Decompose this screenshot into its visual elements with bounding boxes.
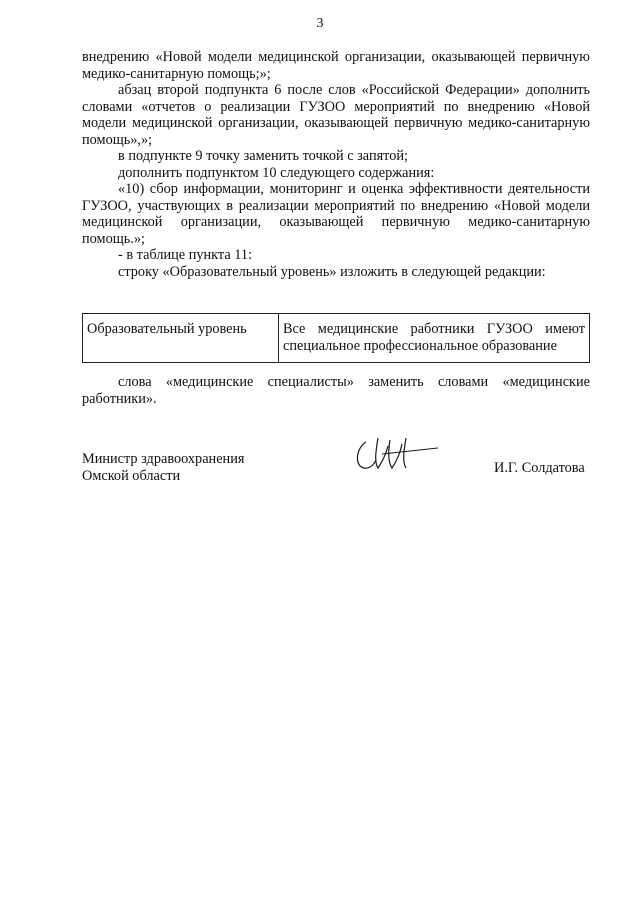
page-number: 3 — [316, 16, 324, 31]
table-cell-value: Все медицинские работники ГУЗОО имеют специальное профессиональное образование — [283, 321, 585, 354]
paragraph-6: - в таблице пункта 11: — [118, 247, 252, 263]
handwritten-signature-icon — [352, 432, 440, 476]
after-table-text — [82, 374, 590, 407]
paragraph-1: внедрению «Новой модели медицинской организации, оказывающей первичную медико-санитарную помощь;»; — [82, 49, 590, 82]
education-level-table — [82, 313, 590, 363]
paragraph-7: строку «Образовательный уровень» изложить в следующей редакции: — [118, 263, 546, 280]
signatory-position-line-2: Омской области — [82, 467, 181, 484]
paragraph-5: «10) сбор информации, мониторинг и оценка эффективности деятельности ГУЗОО, участвующих в реализации мероприятий по внедрению «Новой модели медицинской организации, оказывающей первичную медико-санитарную помощь.»; — [82, 181, 590, 247]
body-text — [82, 49, 590, 280]
signatory-name: И.Г. Солдатова — [494, 460, 585, 476]
signatory-position-line-1: Министр здравоохранения — [82, 451, 245, 467]
paragraph-2: абзац второй подпункта 6 после слов «Российской Федерации» дополнить словами «отчетов о реализации ГУЗОО мероприятий по внедрению «Новой модели медицинской организации, оказывающей первичную медико-санитарную помощь»,»; — [82, 82, 590, 148]
paragraph-8: слова «медицинские специалисты» заменить словами «медицинские работники». — [82, 374, 590, 407]
paragraph-3: в подпункте 9 точку заменить точкой с запятой; — [118, 148, 409, 164]
table-cell-label: Образовательный уровень — [83, 314, 279, 362]
paragraph-4: дополнить подпунктом 10 следующего содержания: — [118, 164, 435, 181]
signatory-position — [82, 451, 292, 484]
